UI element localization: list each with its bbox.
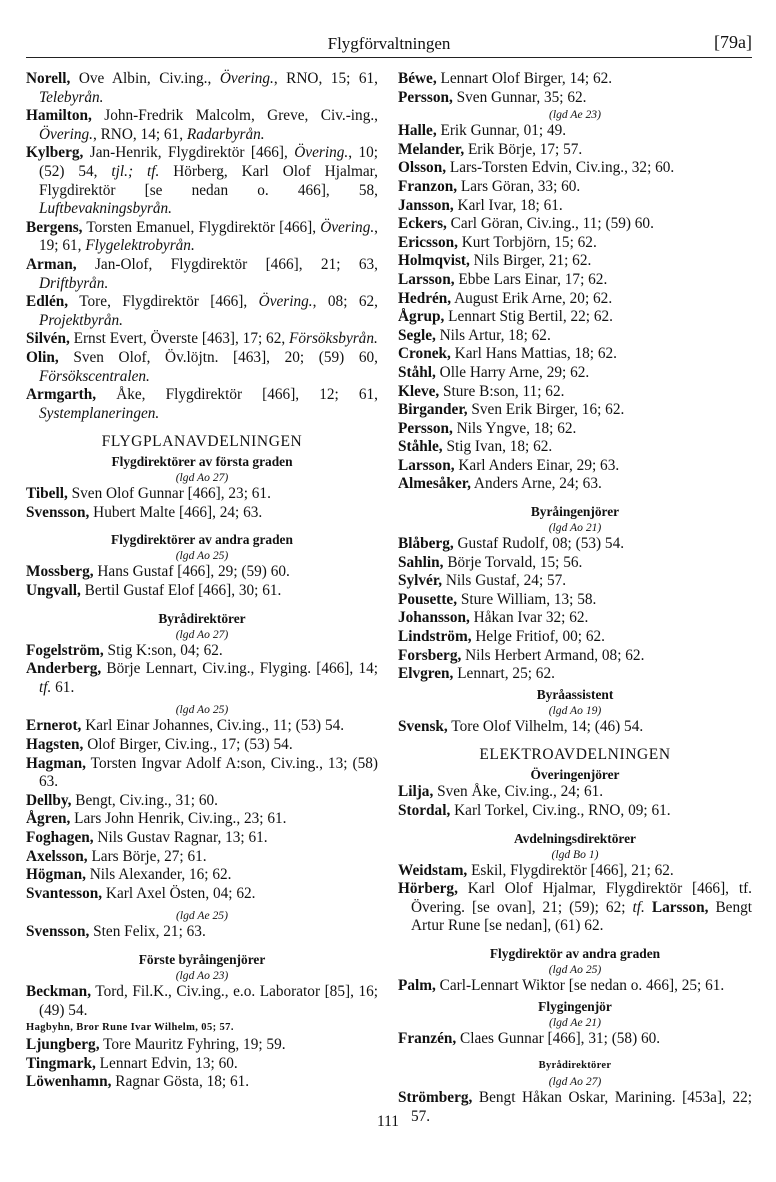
person-surname: Persson, bbox=[398, 88, 453, 106]
entry-details: Stig Ivan, 18; 62. bbox=[442, 438, 553, 456]
entry-details: Lars John Henrik, Civ.ing., 23; 61. bbox=[70, 810, 287, 828]
roster-entry bbox=[398, 215, 752, 234]
person-surname: Strömberg, bbox=[398, 1089, 473, 1107]
roster-entry bbox=[398, 70, 752, 89]
rank-heading: Flygdirektör av andra graden bbox=[489, 945, 661, 961]
salary-grade-note: (lgd Ao 21) bbox=[548, 521, 602, 535]
running-header bbox=[26, 28, 752, 58]
person-surname: Franzén, bbox=[398, 1029, 457, 1047]
entry-details: Karl Ivar, 18; 61. bbox=[453, 196, 563, 214]
roster-entry bbox=[26, 563, 378, 582]
person-surname: Ståhl, bbox=[398, 363, 436, 381]
entry-details: Bror Rune Ivar Wilhelm, 05; 57. bbox=[73, 1022, 234, 1034]
roster-entry bbox=[398, 802, 752, 821]
person-surname: Béwe, bbox=[398, 70, 437, 87]
entry-details: August Erik Arne, 20; 62. bbox=[451, 289, 613, 307]
person-surname: Hagsten, bbox=[26, 736, 84, 754]
entry-details: Håkan Ivar 32; 62. bbox=[469, 609, 589, 627]
roster-entry bbox=[398, 234, 752, 253]
person-surname: Ungvall, bbox=[26, 582, 81, 600]
roster-entry bbox=[26, 386, 378, 423]
entry-details: , RNO, 14; 61, bbox=[92, 125, 187, 143]
entry-details: Sven Åke, Civ.ing., 24; 61. bbox=[433, 783, 604, 801]
entry-details: Eskil, Flygdirektör [466], 21; 62. bbox=[467, 861, 674, 879]
person-surname: Hagbyhn, bbox=[26, 1022, 74, 1034]
entry-details: John-Fredrik Malcolm, Greve, Civ.-ing., bbox=[91, 107, 378, 125]
person-surname: Eckers, bbox=[398, 215, 447, 233]
entry-italic-note: Övering. bbox=[294, 144, 349, 162]
roster-entry bbox=[398, 401, 752, 420]
person-surname: Mossberg, bbox=[26, 563, 94, 581]
roster-entry bbox=[26, 504, 378, 523]
entry-details: Tore Olof Vilhelm, 14; (46) 54. bbox=[447, 717, 644, 735]
person-surname: Hagman, bbox=[26, 754, 86, 772]
entry-details: Bengt Artur Rune [se nedan], (61) 62. bbox=[411, 898, 753, 935]
person-surname: Hörberg, bbox=[398, 880, 458, 898]
entry-italic-note: Försökscentralen. bbox=[39, 367, 150, 385]
person-surname: Sahlin, bbox=[398, 553, 444, 571]
roster-entry bbox=[26, 1020, 378, 1036]
salary-grade-note: (lgd Ao 27) bbox=[548, 1075, 602, 1089]
page-number: 111 bbox=[376, 1113, 400, 1130]
roster-entry bbox=[398, 89, 752, 108]
person-surname: Anderberg, bbox=[26, 660, 102, 678]
rank-heading: Förste byråingenjörer bbox=[138, 951, 266, 967]
salary-grade-note: (lgd Ao 25) bbox=[175, 549, 229, 563]
entry-details: Jan-Olof, Flygdirektör [466], 21; 63, bbox=[76, 255, 378, 273]
person-surname: Palm, bbox=[398, 976, 436, 994]
header-rule bbox=[26, 57, 752, 58]
roster-entry bbox=[398, 141, 752, 160]
entry-italic-note: tf. bbox=[39, 678, 52, 696]
roster-entry bbox=[26, 1073, 378, 1092]
entry-italic-note: Radarbyrån. bbox=[186, 125, 265, 143]
entry-details: Torsten Ingvar Adolf A:son, Civ.ing., 13; (58) 63. bbox=[39, 754, 378, 791]
entry-details: Åke, Flygdirektör [466], 12; 61, bbox=[96, 386, 378, 404]
person-surname: Lilja, bbox=[398, 783, 434, 801]
entry-italic-note: Övering. bbox=[320, 218, 375, 236]
entry-details: Karl Axel Östen, 04; 62. bbox=[102, 884, 256, 902]
entry-details: Karl Torkel, Civ.ing., RNO, 09; 61. bbox=[450, 802, 671, 819]
entry-details: Karl Olof Hjalmar, Flygdirektör [466], tf. Övering. [se ovan], 21; (59); 62; bbox=[411, 880, 752, 916]
entry-details: Bengt Håkan Oskar, Marining. [453a], 22; 57. bbox=[411, 1089, 752, 1125]
roster-entry bbox=[398, 665, 752, 684]
section-reference: [79a] bbox=[714, 32, 752, 52]
person-surname: Larsson, bbox=[644, 898, 709, 916]
entry-details: Lennart Olof Birger, 14; 62. bbox=[436, 70, 613, 87]
person-surname: Ljungberg, bbox=[26, 1036, 100, 1054]
roster-entry bbox=[26, 107, 378, 144]
person-surname: Svensson, bbox=[26, 923, 90, 941]
entry-details: Ragnar Gösta, 18; 61. bbox=[111, 1073, 250, 1091]
roster-entry bbox=[26, 485, 378, 504]
roster-entry bbox=[26, 330, 378, 349]
person-surname: Persson, bbox=[398, 419, 453, 437]
roster-entry bbox=[398, 1030, 752, 1049]
person-surname: Olsson, bbox=[398, 159, 447, 177]
roster-entry bbox=[26, 1036, 378, 1055]
entry-details: Tore, Flygdirektör [466], bbox=[68, 293, 259, 311]
entry-details: Nils Birger, 21; 62. bbox=[469, 252, 592, 270]
entry-details: , 19; 61, bbox=[39, 218, 378, 255]
roster-entry bbox=[398, 122, 752, 141]
entry-details: Karl Hans Mattias, 18; 62. bbox=[450, 345, 617, 363]
person-surname: Franzon, bbox=[398, 177, 458, 195]
entry-details: Hörberg, Karl Olof Hjalmar, Flygdirektör [se nedan o. 466], 58, bbox=[39, 162, 378, 199]
entry-italic-note: Försöksbyrån. bbox=[289, 330, 378, 348]
person-surname: Larsson, bbox=[398, 270, 455, 288]
person-surname: Ståhle, bbox=[398, 438, 443, 456]
person-surname: Ågrup, bbox=[398, 308, 445, 326]
person-surname: Pousette, bbox=[398, 590, 458, 608]
person-surname: Elvgren, bbox=[398, 665, 454, 683]
roster-entry bbox=[398, 880, 752, 936]
roster-entry bbox=[26, 885, 378, 904]
person-surname: Tingmark, bbox=[26, 1054, 96, 1072]
salary-grade-note: (lgd Ao 27) bbox=[175, 471, 229, 485]
rank-heading: Byrådirektörer bbox=[158, 610, 246, 626]
roster-entry bbox=[26, 736, 378, 755]
roster-entry bbox=[26, 1055, 378, 1074]
roster-entry bbox=[26, 755, 378, 792]
salary-grade-note: (lgd Ao 19) bbox=[548, 703, 602, 717]
roster-entry bbox=[398, 977, 752, 996]
rank-heading: Byrådirektörer bbox=[538, 1060, 612, 1072]
person-surname: Stordal, bbox=[398, 802, 451, 819]
person-surname: Ågren, bbox=[26, 810, 71, 828]
entry-details: Nils Gustaf, 24; 57. bbox=[442, 572, 567, 590]
roster-entry bbox=[398, 862, 752, 881]
entry-details: Lars Börje, 27; 61. bbox=[87, 847, 207, 865]
roster-entry bbox=[26, 660, 378, 697]
roster-entry bbox=[26, 717, 378, 736]
entry-italic-note: Driftbyrån. bbox=[39, 274, 109, 292]
person-surname: Olin, bbox=[26, 348, 59, 366]
roster-entry bbox=[398, 290, 752, 309]
entry-details: Nils Yngve, 18; 62. bbox=[452, 419, 577, 437]
roster-entry bbox=[398, 572, 752, 591]
entry-details: Sven Erik Birger, 16; 62. bbox=[467, 401, 625, 419]
roster-entry bbox=[26, 866, 378, 885]
roster-entry bbox=[398, 345, 752, 364]
roster-entry bbox=[398, 383, 752, 402]
entry-details: Torsten Emanuel, Flygdirektör [466], bbox=[82, 218, 321, 236]
entry-details: Carl Göran, Civ.ing., 11; (59) 60. bbox=[446, 215, 654, 233]
person-surname: Forsberg, bbox=[398, 646, 462, 664]
roster-entry bbox=[398, 308, 752, 327]
salary-grade-note: (lgd Ao 23) bbox=[175, 968, 229, 982]
person-surname: Kleve, bbox=[398, 382, 440, 400]
salary-grade-note: (lgd Ao 25) bbox=[175, 703, 229, 717]
salary-grade-note: (lgd Ae 25) bbox=[176, 909, 228, 923]
salary-grade-note: (lgd Ae 21) bbox=[549, 1015, 601, 1029]
roster-entry bbox=[26, 219, 378, 256]
person-surname: Svensson, bbox=[26, 503, 90, 521]
person-surname: Hedrén, bbox=[398, 289, 452, 307]
entry-details: Sture William, 13; 58. bbox=[457, 590, 597, 608]
entry-details: Nils Alexander, 16; 62. bbox=[85, 866, 232, 884]
person-surname: Cronek, bbox=[398, 345, 451, 363]
person-surname: Hamilton, bbox=[26, 107, 92, 125]
roster-entry bbox=[398, 718, 752, 737]
entry-details: Helge Fritiof, 00; 62. bbox=[471, 628, 605, 646]
person-surname: Segle, bbox=[398, 326, 436, 344]
person-surname: Ericsson, bbox=[398, 233, 458, 251]
entry-details: , 08; 62, bbox=[312, 293, 379, 311]
running-title: Flygförvaltningen bbox=[327, 34, 451, 53]
right-column bbox=[398, 70, 752, 1126]
person-surname: Johansson, bbox=[398, 609, 470, 627]
roster-entry bbox=[398, 438, 752, 457]
roster-entry bbox=[398, 457, 752, 476]
person-surname: Kylberg, bbox=[26, 144, 84, 162]
entry-details: , 10; (52) 54, bbox=[39, 144, 378, 180]
roster-entry bbox=[398, 554, 752, 573]
person-surname: Svantesson, bbox=[26, 884, 103, 902]
entry-details: Stig K:son, 04; 62. bbox=[103, 641, 223, 659]
entry-details: Olle Harry Arne, 29; 62. bbox=[435, 363, 590, 381]
person-surname: Sylvér, bbox=[398, 572, 443, 590]
section-heading: ELEKTROAVDELNINGEN bbox=[479, 746, 671, 764]
rank-heading: Byråingenjörer bbox=[530, 504, 620, 520]
entry-details: Erik Börje, 17; 57. bbox=[464, 140, 583, 158]
roster-entry bbox=[398, 609, 752, 628]
roster-entry bbox=[26, 848, 378, 867]
entry-italic-note: tf. bbox=[632, 898, 645, 916]
person-surname: Silvén, bbox=[26, 330, 70, 348]
roster-entry bbox=[398, 628, 752, 647]
entry-details: Lennart, 25; 62. bbox=[453, 665, 555, 683]
entry-details: Nils Artur, 18; 62. bbox=[435, 326, 551, 344]
entry-details: Jan-Henrik, Flygdirektör [466], bbox=[83, 144, 295, 162]
salary-grade-note: (lgd Ao 27) bbox=[175, 627, 229, 641]
roster-entry bbox=[398, 475, 752, 494]
entry-details: Lars-Torsten Edvin, Civ.ing., 32; 60. bbox=[446, 159, 675, 177]
left-column bbox=[26, 70, 378, 1092]
entry-italic-note: Övering. bbox=[39, 125, 93, 143]
salary-grade-note: (lgd Ao 25) bbox=[548, 962, 602, 976]
person-surname: Axelsson, bbox=[26, 847, 88, 865]
entry-details: Börje Torvald, 15; 56. bbox=[443, 553, 583, 571]
roster-entry bbox=[398, 783, 752, 802]
person-surname: Halle, bbox=[398, 122, 437, 140]
entry-details: Kurt Torbjörn, 15; 62. bbox=[457, 233, 597, 251]
entry-details: Lennart Stig Bertil, 22; 62. bbox=[444, 308, 613, 326]
roster-entry bbox=[398, 420, 752, 439]
roster-entry bbox=[26, 792, 378, 811]
entry-details: Ebbe Lars Einar, 17; 62. bbox=[454, 270, 608, 288]
roster-entry bbox=[398, 647, 752, 666]
roster-entry bbox=[26, 349, 378, 386]
entry-details: Carl-Lennart Wiktor [se nedan o. 466], 25; 61. bbox=[435, 976, 725, 994]
entry-details: Ove Albin, Civ.ing., bbox=[70, 70, 220, 87]
entry-italic-note: tjl.; tf. bbox=[111, 162, 160, 180]
entry-details: Sven Gunnar, 35; 62. bbox=[452, 88, 587, 106]
roster-entry bbox=[26, 293, 378, 330]
entry-details: Erik Gunnar, 01; 49. bbox=[436, 122, 567, 140]
roster-entry bbox=[398, 252, 752, 271]
roster-entry bbox=[26, 144, 378, 218]
entry-details: Hubert Malte [466], 24; 63. bbox=[89, 503, 263, 521]
person-surname: Svensk, bbox=[398, 717, 448, 735]
person-surname: Holmqvist, bbox=[398, 252, 470, 270]
roster-entry bbox=[26, 810, 378, 829]
entry-italic-note: Telebyrån. bbox=[39, 88, 104, 106]
rank-heading: Överingenjörer bbox=[530, 767, 620, 783]
entry-italic-note: Flygelektrobyrån. bbox=[85, 237, 195, 255]
roster-entry bbox=[26, 256, 378, 293]
person-surname: Högman, bbox=[26, 866, 86, 884]
entry-details: Karl Einar Johannes, Civ.ing., 11; (53) 54. bbox=[81, 717, 345, 735]
roster-entry bbox=[398, 197, 752, 216]
entry-details: Olof Birger, Civ.ing., 17; (53) 54. bbox=[83, 736, 293, 754]
entry-details: Karl Anders Einar, 29; 63. bbox=[454, 456, 620, 474]
entry-details: Claes Gunnar [466], 31; (58) 60. bbox=[456, 1029, 661, 1047]
rank-heading: Flygdirektörer av andra graden bbox=[111, 532, 293, 548]
entry-details: Gustaf Rudolf, 08; (53) 54. bbox=[453, 535, 625, 553]
person-surname: Bergens, bbox=[26, 218, 83, 236]
person-surname: Melander, bbox=[398, 140, 465, 158]
entry-italic-note: Luftbevakningsbyrån. bbox=[39, 200, 172, 218]
roster-entry bbox=[26, 983, 378, 1020]
entry-details: Tore Mauritz Fyhring, 19; 59. bbox=[99, 1036, 286, 1054]
person-surname: Tibell, bbox=[26, 485, 68, 503]
roster-entry bbox=[398, 178, 752, 197]
roster-entry bbox=[398, 159, 752, 178]
entry-details: Nils Herbert Armand, 08; 62. bbox=[461, 646, 645, 664]
roster-entry bbox=[398, 591, 752, 610]
entry-details: Sven Olof Gunnar [466], 23; 61. bbox=[67, 485, 271, 503]
entry-details: Sten Felix, 21; 63. bbox=[89, 923, 206, 941]
roster-entry bbox=[26, 582, 378, 601]
entry-details: , RNO, 15; 61, bbox=[273, 70, 378, 87]
rank-heading: Flygdirektörer av första graden bbox=[111, 454, 293, 470]
person-surname: Fogelström, bbox=[26, 641, 104, 659]
entry-details: Lennart Edvin, 13; 60. bbox=[95, 1054, 238, 1072]
entry-details: Lars Göran, 33; 60. bbox=[457, 177, 581, 195]
entry-italic-note: Systemplaneringen. bbox=[39, 404, 160, 422]
entry-details: Ernst Evert, Överste [463], 17; 62, bbox=[69, 330, 289, 348]
rank-heading: Avdelningsdirektörer bbox=[513, 830, 636, 846]
entry-details: Tord, Fil.K., Civ.ing., e.o. Laborator [85], 16; (49) 54. bbox=[39, 982, 378, 1019]
roster-entry bbox=[26, 70, 378, 107]
person-surname: Larsson, bbox=[398, 456, 455, 474]
person-surname: Beckman, bbox=[26, 982, 92, 1000]
entry-italic-note: Projektbyrån. bbox=[39, 311, 123, 329]
roster-entry bbox=[398, 271, 752, 290]
roster-entry bbox=[26, 642, 378, 661]
entry-details: Sture B:son, 11; 62. bbox=[439, 382, 565, 400]
person-surname: Norell, bbox=[26, 70, 71, 87]
rank-heading: Flygingenjör bbox=[538, 998, 612, 1014]
person-surname: Jansson, bbox=[398, 196, 454, 214]
roster-entry bbox=[398, 364, 752, 383]
person-surname: Almesåker, bbox=[398, 475, 471, 493]
entry-details: Sven Olof, Öv.löjtn. [463], 20; (59) 60, bbox=[58, 348, 378, 366]
person-surname: Foghagen, bbox=[26, 829, 94, 846]
person-surname: Löwenhamn, bbox=[26, 1073, 112, 1091]
entry-italic-note: Övering. bbox=[258, 293, 313, 311]
person-surname: Weidstam, bbox=[398, 861, 468, 879]
entry-details: Börje Lennart, Civ.ing., Flyging. [466], 14; bbox=[101, 660, 378, 678]
roster-entry bbox=[398, 535, 752, 554]
person-surname: Dellby, bbox=[26, 791, 72, 809]
entry-details: 61. bbox=[51, 678, 75, 696]
salary-grade-note: (lgd Ae 23) bbox=[549, 108, 601, 122]
entry-italic-note: Övering. bbox=[219, 70, 274, 87]
entry-details: Anders Arne, 24; 63. bbox=[470, 475, 602, 493]
entry-details: Bertil Gustaf Elof [466], 30; 61. bbox=[80, 582, 282, 600]
rank-heading: Byråassistent bbox=[536, 686, 614, 702]
person-surname: Birgander, bbox=[398, 401, 468, 419]
roster-entry bbox=[26, 923, 378, 942]
person-surname: Armgarth, bbox=[26, 386, 97, 404]
entry-details: Hans Gustaf [466], 29; (59) 60. bbox=[93, 563, 290, 581]
roster-entry bbox=[26, 829, 378, 848]
section-heading: FLYGPLANAVDELNINGEN bbox=[101, 433, 303, 451]
person-surname: Edlén, bbox=[26, 293, 69, 311]
person-surname: Blåberg, bbox=[398, 535, 454, 553]
entry-details: Bengt, Civ.ing., 31; 60. bbox=[71, 791, 218, 809]
person-surname: Ernerot, bbox=[26, 717, 82, 735]
person-surname: Arman, bbox=[26, 255, 77, 273]
entry-details: Nils Gustav Ragnar, 13; 61. bbox=[93, 829, 268, 846]
salary-grade-note: (lgd Bo 1) bbox=[551, 847, 599, 861]
roster-entry bbox=[398, 327, 752, 346]
person-surname: Lindström, bbox=[398, 628, 472, 646]
